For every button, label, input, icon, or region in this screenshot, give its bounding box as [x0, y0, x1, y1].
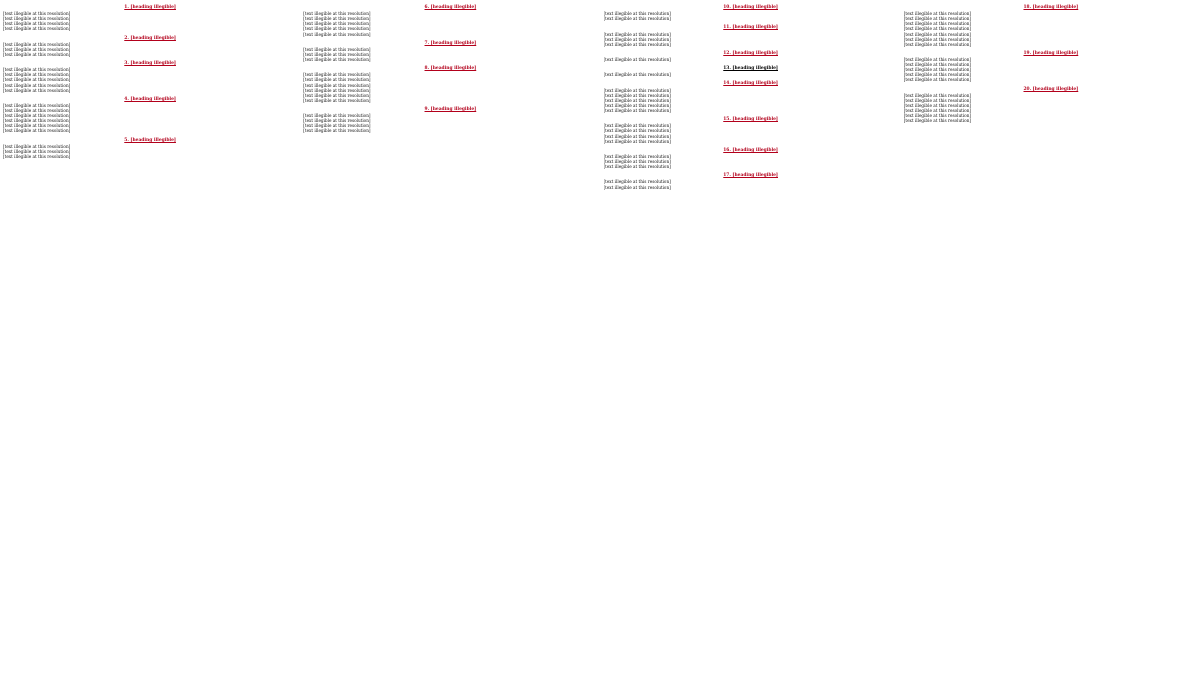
paragraph: [text illegible at this resolution] — [3, 148, 71, 154]
paragraph: [text illegible at this resolution] — [903, 77, 972, 83]
section-heading: 10. [heading illegible] — [723, 5, 778, 10]
section — [604, 80, 898, 113]
paragraph: [text illegible at this resolution] — [903, 102, 972, 108]
paragraph: [text illegible at this resolution] — [903, 57, 972, 63]
column-1 — [3, 4, 297, 688]
paragraph: [text illegible at this resolution] — [903, 31, 972, 37]
section-heading: 6. [heading illegible] — [424, 5, 477, 10]
paragraph: [text illegible at this resolution] — [3, 113, 71, 119]
paragraph: [text illegible at this resolution] — [903, 11, 972, 17]
paragraph: [text illegible at this resolution] — [603, 57, 671, 63]
paragraph: [text illegible at this resolution] — [603, 41, 671, 47]
section-heading: 9. [heading illegible] — [424, 106, 477, 112]
column-4 — [904, 4, 1198, 688]
paragraph: [text illegible at this resolution] — [303, 123, 371, 129]
paragraph: [text illegible at this resolution] — [603, 179, 671, 185]
section — [604, 65, 898, 77]
paragraph: [text illegible at this resolution] — [903, 108, 972, 114]
paragraph: [text illegible at this resolution] — [603, 16, 671, 22]
section-heading: 18. [heading illegible] — [1023, 5, 1079, 10]
paragraph: [text illegible at this resolution] — [903, 113, 972, 119]
paragraph: [text illegible at this resolution] — [303, 92, 371, 98]
paragraph: [text illegible at this resolution] — [3, 123, 71, 129]
paragraph: [text illegible at this resolution] — [3, 21, 71, 27]
paragraph: [text illegible at this resolution] — [603, 102, 671, 108]
paragraph: [text illegible at this resolution] — [603, 128, 671, 134]
section-heading: 4. [heading illegible] — [124, 96, 176, 102]
paragraph: [text illegible at this resolution] — [3, 26, 71, 32]
section — [303, 40, 597, 62]
section-heading: 1. [heading illegible] — [124, 5, 176, 10]
section-heading: 20. [heading illegible] — [1023, 86, 1079, 92]
paragraph: [text illegible at this resolution] — [303, 11, 371, 17]
section-heading: 15. [heading illegible] — [723, 117, 778, 123]
paragraph: [text illegible at this resolution] — [3, 128, 71, 134]
paragraph: [text illegible at this resolution] — [303, 21, 371, 27]
paragraph: [text illegible at this resolution] — [303, 46, 371, 52]
section — [303, 65, 597, 103]
paragraph: [text illegible at this resolution] — [903, 21, 972, 27]
paragraph: [text illegible at this resolution] — [3, 16, 71, 22]
paragraph: [text illegible at this resolution] — [903, 36, 972, 42]
section-heading: 17. [heading illegible] — [723, 173, 778, 179]
paragraph: [text illegible at this resolution] — [903, 16, 972, 22]
section — [604, 116, 898, 144]
section-heading: 19. [heading illegible] — [1023, 50, 1079, 56]
column-2 — [303, 4, 597, 688]
paragraph: [text illegible at this resolution] — [603, 138, 671, 144]
section-heading: 11. [heading illegible] — [723, 25, 778, 31]
paragraph: [text illegible at this resolution] — [3, 153, 71, 159]
paragraph: [text illegible at this resolution] — [903, 92, 972, 98]
paragraph: [text illegible at this resolution] — [3, 51, 71, 57]
paragraph: [text illegible at this resolution] — [3, 46, 71, 52]
section-heading: 12. [heading illegible] — [723, 50, 778, 56]
section — [904, 86, 1198, 124]
section — [3, 96, 297, 134]
paragraph: [text illegible at this resolution] — [603, 123, 671, 129]
section-heading: 14. [heading illegible] — [723, 81, 778, 87]
paragraph: [text illegible at this resolution] — [603, 11, 671, 17]
paragraph: [text illegible at this resolution] — [303, 82, 371, 88]
section — [3, 4, 297, 32]
paragraph: [text illegible at this resolution] — [603, 36, 671, 42]
paragraph: [text illegible at this resolution] — [303, 26, 371, 32]
section — [604, 4, 898, 21]
paragraph: [text illegible at this resolution] — [303, 87, 371, 93]
paragraph: [text illegible at this resolution] — [603, 133, 671, 139]
paragraph: [text illegible at this resolution] — [3, 82, 71, 88]
paragraph: [text illegible at this resolution] — [903, 72, 972, 78]
paragraph: [text illegible at this resolution] — [303, 51, 371, 57]
paragraph: [text illegible at this resolution] — [903, 26, 972, 32]
paragraph: [text illegible at this resolution] — [603, 153, 671, 159]
paragraph: [text illegible at this resolution] — [903, 67, 972, 73]
paragraph: [text illegible at this resolution] — [3, 102, 71, 108]
section — [904, 4, 1198, 47]
section — [303, 4, 597, 37]
paragraph: [text illegible at this resolution] — [903, 118, 972, 124]
section — [604, 147, 898, 169]
paragraph: [text illegible at this resolution] — [603, 164, 671, 170]
paragraph: [text illegible at this resolution] — [603, 97, 671, 103]
section-heading: 2. [heading illegible] — [124, 35, 176, 41]
section — [604, 172, 898, 189]
paragraph: [text illegible at this resolution] — [303, 128, 371, 134]
section — [604, 50, 898, 62]
paragraph: [text illegible at this resolution] — [603, 108, 671, 114]
section-heading: 3. [heading illegible] — [124, 61, 176, 67]
paragraph: [text illegible at this resolution] — [3, 11, 71, 17]
section — [904, 50, 1198, 83]
section-heading: 7. [heading illegible] — [424, 40, 477, 46]
paragraph: [text illegible at this resolution] — [903, 97, 972, 103]
section-heading: 16. [heading illegible] — [723, 147, 778, 153]
section — [3, 60, 297, 93]
paragraph: [text illegible at this resolution] — [3, 118, 71, 124]
paragraph: [text illegible at this resolution] — [603, 87, 671, 93]
section-heading: 13. [heading illegible] — [723, 66, 778, 72]
paragraph: [text illegible at this resolution] — [303, 97, 371, 103]
section — [3, 137, 297, 159]
paragraph: [text illegible at this resolution] — [303, 77, 371, 83]
paragraph: [text illegible at this resolution] — [303, 72, 371, 78]
section — [3, 35, 297, 57]
paragraph: [text illegible at this resolution] — [603, 159, 671, 165]
paragraph: [text illegible at this resolution] — [303, 57, 371, 63]
paragraph: [text illegible at this resolution] — [3, 108, 71, 114]
section — [604, 24, 898, 46]
section-heading: 5. [heading illegible] — [124, 137, 176, 143]
paragraph: [text illegible at this resolution] — [3, 143, 71, 149]
paragraph: [text illegible at this resolution] — [3, 87, 71, 93]
paragraph: [text illegible at this resolution] — [603, 92, 671, 98]
paragraph: [text illegible at this resolution] — [603, 184, 671, 190]
paragraph: [text illegible at this resolution] — [603, 31, 671, 37]
paragraph: [text illegible at this resolution] — [3, 67, 71, 73]
paragraph: [text illegible at this resolution] — [3, 77, 71, 83]
paragraph: [text illegible at this resolution] — [603, 72, 671, 78]
paragraph: [text illegible at this resolution] — [3, 41, 71, 47]
section-heading: 8. [heading illegible] — [424, 66, 477, 72]
paragraph: [text illegible at this resolution] — [903, 62, 972, 68]
paragraph: [text illegible at this resolution] — [303, 113, 371, 119]
paragraph: [text illegible at this resolution] — [303, 118, 371, 124]
paragraph: [text illegible at this resolution] — [903, 41, 972, 47]
paragraph: [text illegible at this resolution] — [3, 72, 71, 78]
paragraph: [text illegible at this resolution] — [303, 16, 371, 22]
paragraph: [text illegible at this resolution] — [303, 31, 371, 37]
column-3 — [604, 4, 898, 688]
section — [303, 106, 597, 134]
